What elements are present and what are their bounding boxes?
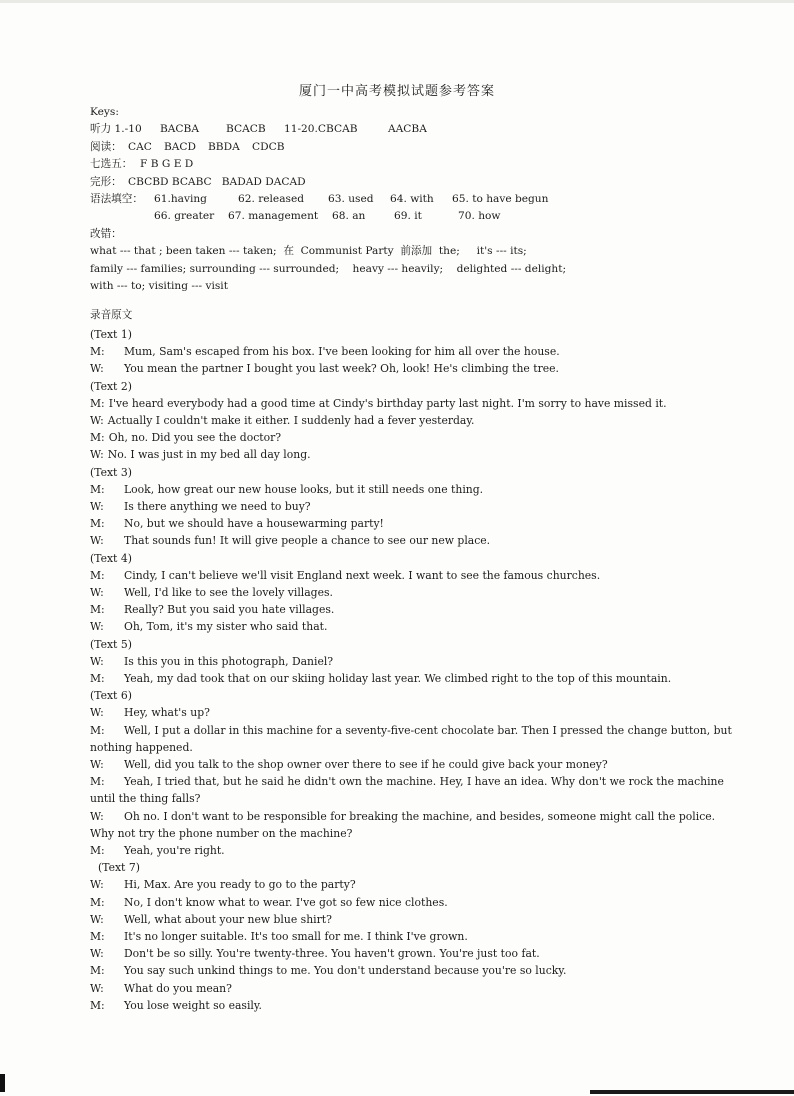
utterance: Well, I'd like to see the lovely villages.: [124, 585, 333, 599]
grammar-answer-67: 67. management: [228, 210, 319, 223]
utterance: Is there anything we need to buy?: [124, 499, 311, 513]
dialog-line: [90, 808, 746, 825]
speaker: W:: [90, 362, 104, 376]
speaker: M:: [90, 568, 105, 582]
dialog-line: [90, 498, 746, 515]
dialog-line: [90, 429, 746, 446]
seven-value: F B G E D: [140, 158, 194, 171]
listening-group-1: BACBA: [160, 123, 199, 136]
utterance: You say such unkind things to me. You don't understand because you're so lucky.: [124, 964, 567, 978]
reading-group-1: CAC: [128, 140, 152, 153]
correction-line-2: family --- families; surrounding --- surrounded; heavy --- heavily; delighted --- delight;: [90, 262, 567, 275]
listening-label: 听力 1.-10: [90, 123, 142, 136]
speaker: W:: [90, 981, 104, 995]
text-label: (Text 3): [90, 465, 132, 479]
transcript-heading: 录音原文: [90, 309, 133, 321]
text-label: (Text 4): [90, 551, 132, 565]
utterance: It's no longer suitable. It's too small for me. I think I've grown.: [124, 929, 468, 943]
utterance-continuation: until the thing falls?: [90, 792, 201, 806]
text-label: (Text 7): [98, 861, 140, 875]
utterance: Really? But you said you hate villages.: [124, 603, 335, 617]
speaker: W:: [90, 654, 104, 668]
correction-line-1: what --- that ; been taken --- taken; 在 Communist Party 前添加 the; it's --- its;: [90, 245, 527, 258]
speaker: W:: [90, 534, 104, 548]
dialog-line: [90, 997, 746, 1014]
utterance: You mean the partner I bought you last week? Oh, look! He's climbing the tree.: [124, 362, 559, 376]
dialog-line: [90, 962, 746, 979]
utterance: You lose weight so easily.: [124, 998, 262, 1012]
dialog-line: [90, 876, 746, 893]
scan-edge-top: [0, 0, 794, 3]
cloze-label: 完形：: [90, 175, 122, 188]
utterance: No, but we should have a housewarming party!: [124, 517, 384, 531]
speaker: M:: [90, 396, 105, 410]
correction-label: 改错：: [90, 227, 122, 240]
speaker: W:: [90, 448, 104, 462]
dialog-line: [90, 481, 746, 498]
utterance: Hey, what's up?: [124, 706, 210, 720]
grammar-answer-70: 70. how: [458, 210, 501, 223]
text-label: (Text 2): [90, 379, 132, 393]
speaker: W:: [90, 499, 104, 513]
speaker: W:: [90, 706, 104, 720]
text-label: (Text 6): [90, 689, 132, 703]
speaker: M:: [90, 843, 105, 857]
speaker: W:: [90, 878, 104, 892]
grammar-label: 语法填空：: [90, 192, 143, 205]
speaker: M:: [90, 517, 105, 531]
dialog-line: [90, 412, 746, 429]
speaker: W:: [90, 757, 104, 771]
grammar-answer-69: 69. it: [394, 210, 422, 223]
cloze-value: CBCBD BCABC BADAD DACAD: [128, 175, 306, 188]
speaker: M:: [90, 482, 105, 496]
utterance: Yeah, my dad took that on our skiing holiday last year. We climbed right to the top of this mountain.: [124, 671, 672, 685]
dialog-line: [90, 532, 746, 549]
listening-group-3: AACBA: [388, 123, 427, 136]
utterance: Actually I couldn't make it either. I suddenly had a fever yesterday.: [107, 413, 475, 427]
transcript: [90, 326, 746, 1014]
utterance: Well, did you talk to the shop owner over there to see if he could give back your money?: [124, 757, 608, 771]
utterance: No, I don't know what to wear. I've got so few nice clothes.: [124, 895, 448, 909]
speaker: W:: [90, 809, 104, 823]
dialog-line: [90, 446, 746, 463]
speaker: W:: [90, 585, 104, 599]
speaker: M:: [90, 775, 105, 789]
utterance: Oh, Tom, it's my sister who said that.: [124, 620, 328, 634]
utterance: Oh no. I don't want to be responsible for breaking the machine, and besides, someone might call the police.: [124, 809, 716, 823]
utterance: What do you mean?: [124, 981, 232, 995]
utterance: Well, I put a dollar in this machine for a seventy-five-cent chocolate bar. Then I pressed the change button, but: [124, 723, 732, 737]
utterance: Look, how great our new house looks, but it still needs one thing.: [124, 482, 484, 496]
speaker: W:: [90, 947, 104, 961]
utterance-continuation: nothing happened.: [90, 740, 193, 754]
utterance: Yeah, you're right.: [124, 843, 225, 857]
utterance: Yeah, I tried that, but he said he didn't own the machine. Hey, I have an idea. Why don't we rock the machine: [124, 775, 724, 789]
utterance: Hi, Max. Are you ready to go to the party?: [124, 878, 356, 892]
dialog-line: [90, 945, 746, 962]
dialog-line: [90, 395, 746, 412]
dialog-line: [90, 928, 746, 945]
grammar-answer-64: 64. with: [390, 192, 434, 205]
dialog-line: [90, 894, 746, 911]
dialog-line: [90, 515, 746, 532]
speaker: W:: [90, 413, 104, 427]
reading-group-3: BBDA: [208, 140, 240, 153]
utterance: Don't be so silly. You're twenty-three. You haven't grown. You're just too fat.: [124, 947, 540, 961]
speaker: M:: [90, 603, 105, 617]
grammar-answer-66: 66. greater: [154, 210, 215, 223]
listening-group-2: BCACB: [226, 123, 266, 136]
speaker: M:: [90, 895, 105, 909]
grammar-answer-61: 61.having: [154, 192, 207, 205]
dialog-line: [90, 773, 746, 790]
reading-group-2: BACD: [164, 140, 197, 153]
grammar-answers-row-1: [90, 191, 750, 208]
reading-group-4: CDCB: [252, 140, 285, 153]
speaker: M:: [90, 998, 105, 1012]
utterance: Is this you in this photograph, Daniel?: [124, 654, 334, 668]
dialog-line: [90, 601, 746, 618]
speaker: M:: [90, 671, 105, 685]
text-label: (Text 1): [90, 328, 132, 341]
dialog-line: [90, 360, 746, 377]
keys-heading: Keys:: [90, 106, 119, 118]
dialog-line: [90, 704, 746, 721]
text-label: (Text 5): [90, 637, 132, 651]
seven-choose-five-answers: [90, 156, 750, 173]
reading-answers: [90, 139, 750, 156]
grammar-answer-68: 68. an: [332, 210, 366, 223]
dialog-line: [90, 584, 746, 601]
scan-edge-bottom: [590, 1090, 794, 1094]
cloze-answers: [90, 174, 750, 191]
grammar-answer-65: 65. to have begun: [452, 192, 549, 205]
dialog-line: [90, 670, 746, 687]
speaker: M:: [90, 723, 105, 737]
utterance: That sounds fun! It will give people a chance to see our new place.: [124, 534, 491, 548]
dialog-line: [90, 653, 746, 670]
speaker: W:: [90, 620, 104, 634]
speaker: M:: [90, 964, 105, 978]
dialog-line: [90, 722, 746, 739]
page-title: 厦门一中高考模拟试题参考答案: [298, 84, 495, 99]
dialog-line: [90, 618, 746, 635]
answer-keys: [90, 104, 750, 295]
scan-mark: [0, 1074, 5, 1092]
utterance: Well, what about your new blue shirt?: [124, 912, 332, 926]
utterance: Oh, no. Did you see the doctor?: [108, 431, 282, 445]
listening-answers: [90, 121, 750, 138]
utterance: Mum, Sam's escaped from his box. I've been looking for him all over the house.: [124, 345, 560, 359]
speaker: W:: [90, 912, 104, 926]
seven-label: 七选五：: [90, 158, 133, 171]
dialog-line: [90, 911, 746, 928]
grammar-answers-row-2: [90, 208, 750, 225]
utterance-continuation: Why not try the phone number on the machine?: [90, 826, 353, 840]
reading-label: 阅读：: [90, 140, 122, 153]
dialog-line: [90, 756, 746, 773]
grammar-answer-62: 62. released: [238, 192, 305, 205]
dialog-line: [90, 567, 746, 584]
dialog-line: [90, 343, 746, 360]
grammar-answer-63: 63. used: [328, 192, 374, 205]
listening-label-2: 11-20.CBCAB: [284, 123, 358, 136]
utterance: Cindy, I can't believe we'll visit England next week. I want to see the famous churches.: [124, 568, 601, 582]
correction-line-3: with --- to; visiting --- visit: [90, 279, 228, 292]
utterance: No. I was just in my bed all day long.: [107, 448, 311, 462]
dialog-line: [90, 980, 746, 997]
utterance: I've heard everybody had a good time at Cindy's birthday party last night. I'm sorry to have missed it.: [108, 396, 667, 410]
speaker: M:: [90, 431, 105, 445]
dialog-line: [90, 842, 746, 859]
speaker: M:: [90, 929, 105, 943]
speaker: M:: [90, 345, 105, 359]
